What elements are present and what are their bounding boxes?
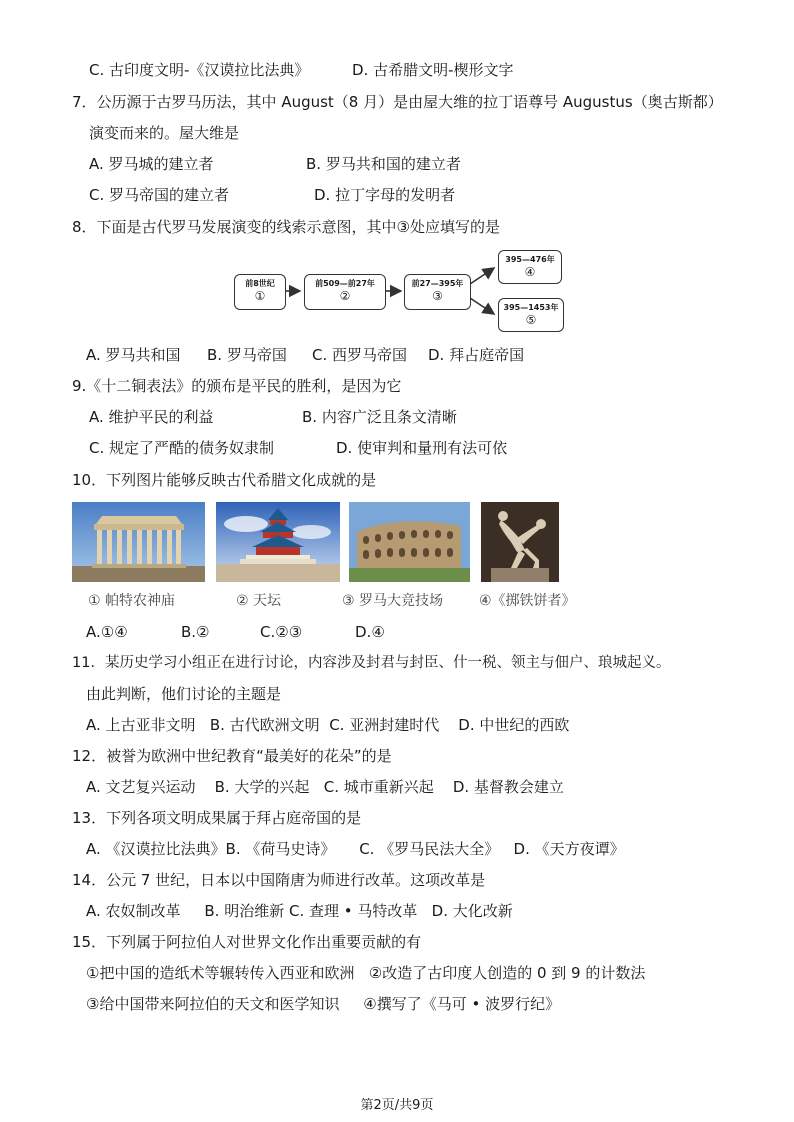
q10-stem: 10．下列图片能够反映古代希腊文化成就的是 <box>72 471 377 489</box>
colosseum-image <box>349 502 470 582</box>
box2-num: ② <box>339 289 351 303</box>
box3-num: ③ <box>432 289 443 303</box>
q12-options: A. 文艺复兴运动 B. 大学的兴起 C. 城市重新兴起 D. 基督教会建立 <box>86 778 564 796</box>
box3-time: 前27—395年 <box>411 279 464 288</box>
q9-option-d: D. 使审判和量刑有法可依 <box>336 439 508 457</box>
q15-item-line2: ③给中国带来阿拉伯的天文和医学知识 ④撰写了《马可 • 波罗行纪》 <box>86 995 561 1013</box>
caption-parthenon: ① 帕特农神庙 <box>88 593 176 609</box>
caption-colosseum: ③ 罗马大竞技场 <box>342 593 444 609</box>
q7-option-d: D. 拉丁字母的发明者 <box>314 186 456 204</box>
q11-stem-line1: 11．某历史学习小组正在进行讨论，内容涉及封君与封臣、什一税、领主与佃户、琅城起义。 <box>72 655 671 671</box>
caption-discobolus: ④《掷铁饼者》 <box>479 593 576 609</box>
q7-stem-line2: 演变而来的。屋大维是 <box>89 124 240 142</box>
q6-option-c: C. 古印度文明-《汉谟拉比法典》 <box>89 61 310 79</box>
q8-option-a: A. 罗马共和国 <box>86 346 181 364</box>
q7-stem-line1: 7．公历源于古罗马历法，其中 August（8 月）是由屋大维的拉丁语尊号 Augustus（奥古斯都） <box>72 93 723 111</box>
q9-option-a: A. 维护平民的利益 <box>89 408 214 426</box>
temple-of-heaven-image <box>216 502 340 582</box>
q8-stem: 8．下面是古代罗马发展演变的线索示意图，其中③处应填写的是 <box>72 218 500 236</box>
timeline-box-4 <box>498 250 562 284</box>
q11-options: A. 上古亚非文明 B. 古代欧洲文明 C. 亚洲封建时代 D. 中世纪的西欧 <box>86 716 570 734</box>
box4-time: 395—476年 <box>505 255 555 264</box>
timeline-box-2 <box>304 274 386 310</box>
q7-option-b: B. 罗马共和国的建立者 <box>306 155 461 173</box>
q10-option-b: B.② <box>181 623 210 641</box>
page-number: 第2页/共9页 <box>360 1098 434 1113</box>
timeline-box-1 <box>234 274 286 310</box>
q8-option-d: D. 拜占庭帝国 <box>428 346 525 364</box>
parthenon-image <box>72 502 205 582</box>
q9-stem: 9.《十二铜表法》的颁布是平民的胜利，是因为它 <box>72 377 402 395</box>
box1-num: ① <box>254 289 266 303</box>
q9-option-b: B. 内容广泛且条文清晰 <box>302 408 457 426</box>
box5-time: 395—1453年 <box>503 303 559 312</box>
q10-option-d: D.④ <box>355 623 385 641</box>
q7-option-c: C. 罗马帝国的建立者 <box>89 186 230 204</box>
box2-time: 前509—前27年 <box>315 279 375 288</box>
q7-option-a: A. 罗马城的建立者 <box>89 155 214 173</box>
q11-stem-line2: 由此判断，他们讨论的主题是 <box>86 685 282 703</box>
timeline-box-3 <box>404 274 471 310</box>
q8-option-b: B. 罗马帝国 <box>207 346 287 364</box>
timeline-box-5 <box>498 298 564 332</box>
box1-time: 前8世纪 <box>245 279 275 288</box>
q13-options: A. 《汉谟拉比法典》B. 《荷马史诗》 C. 《罗马民法大全》 D. 《天方夜谭》 <box>86 840 625 858</box>
q8-option-c: C. 西罗马帝国 <box>312 346 408 364</box>
q15-stem: 15．下列属于阿拉伯人对世界文化作出重要贡献的有 <box>72 933 422 951</box>
q15-item-line1: ①把中国的造纸术等辗转传入西亚和欧洲 ②改造了古印度人创造的 0 到 9 的计数法 <box>86 964 646 982</box>
q9-option-c: C. 规定了严酷的债务奴隶制 <box>89 439 275 457</box>
q13-stem: 13．下列各项文明成果属于拜占庭帝国的是 <box>72 809 362 827</box>
q14-options: A. 农奴制改革 B. 明治维新 C. 查理 • 马特改革 D. 大化改新 <box>86 902 513 920</box>
box5-num: ⑤ <box>525 313 537 327</box>
discobolus-image <box>481 502 559 582</box>
q10-option-c: C.②③ <box>260 623 303 641</box>
q10-option-a: A.①④ <box>86 623 128 641</box>
rome-timeline-diagram <box>230 248 570 336</box>
box4-num: ④ <box>524 265 536 279</box>
q12-stem: 12．被誉为欧洲中世纪教育“最美好的花朵”的是 <box>72 747 392 765</box>
q14-stem: 14．公元 7 世纪，日本以中国隋唐为师进行改革。这项改革是 <box>72 871 486 889</box>
q6-option-d: D. 古希腊文明-楔形文字 <box>352 61 514 79</box>
caption-temple-of-heaven: ② 天坛 <box>236 593 282 609</box>
